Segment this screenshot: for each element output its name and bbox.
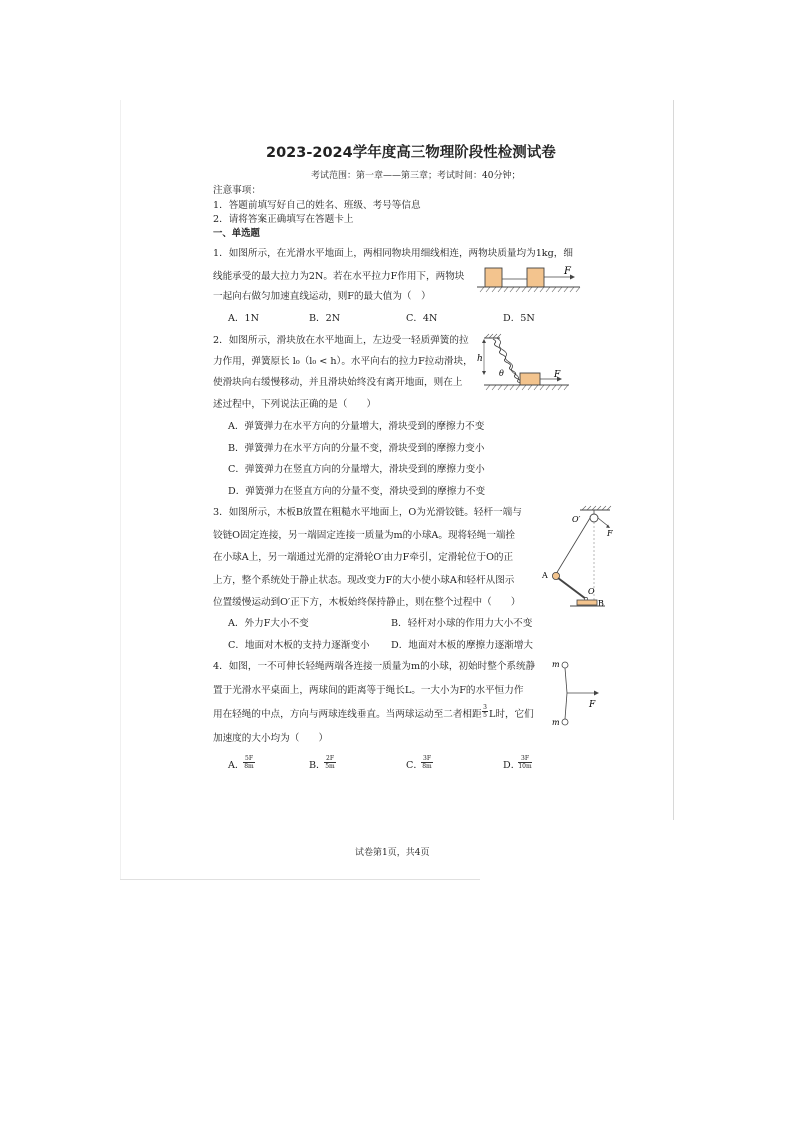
q4-option-a-fraction: $\frac{5F}{8m}$ <box>244 755 254 770</box>
q3-force-label: F <box>607 529 613 538</box>
q4-figure <box>552 655 612 730</box>
q4-mass-label-bottom: m <box>552 718 560 727</box>
page-footer: 试卷第1页，共4页 <box>355 848 430 858</box>
q2-option-b: B．弹簧弹力在水平方向的分量不变，滑块受到的摩擦力变小 <box>228 443 485 454</box>
q1-option-a: A．1N <box>228 313 260 324</box>
q3-pulley-label: O′ <box>572 515 581 524</box>
q4-line: 用在轻绳的中点，方向与两球连线垂直。当两球运动至二者相距 <box>213 709 482 720</box>
q4-option-c-letter: C． <box>406 760 423 771</box>
q4-option-b-fraction: $\frac{2F}{5m}$ <box>325 755 335 770</box>
q4-line: L时，它们 <box>489 709 534 720</box>
q4-force-label: F <box>589 700 596 710</box>
paper-edge-right <box>673 100 674 820</box>
q3-hinge-label: O <box>588 587 595 596</box>
q3-line: 上方，整个系统处于静止状态。现改变力F的大小使小球A和轻杆从图示 <box>213 575 515 586</box>
q2-line: 使滑块向右缓慢移动，并且滑块始终没有离开地面，则在上 <box>213 377 463 388</box>
q3-line: 在小球A上，另一端通过光滑的定滑轮O′由力F牵引，定滑轮位于O的正 <box>213 552 514 563</box>
q3-option-d: D．地面对木板的摩擦力逐渐增大 <box>391 640 534 651</box>
notes-heading: 注意事项： <box>213 185 261 196</box>
q3-line: 铰链O固定连接，另一端固定连接一质量为m的小球A。现将轻绳一端拴 <box>213 530 516 541</box>
q3-line: 位置缓慢运动到O′正下方，木板始终保持静止，则在整个过程中（ ） <box>213 597 521 608</box>
q2-force-label: F <box>554 370 561 380</box>
q4-line: 4．如图，一不可伸长轻绳两端各连接一质量为m的小球，初始时整个系统静 <box>213 661 536 672</box>
paper-edge-bottom <box>120 879 480 880</box>
q2-figure <box>474 332 574 407</box>
note-item: 1．答题前填写好自己的姓名、班级、考号等信息 <box>213 200 421 211</box>
q4-option-a-letter: A． <box>228 760 245 771</box>
q1-option-b: B．2N <box>309 313 341 324</box>
q3-board-label: B <box>598 599 604 608</box>
q4-line: 置于光滑水平桌面上，两球间的距离等于绳长L。一大小为F的水平恒力作 <box>213 685 524 696</box>
q2-option-a: A．弹簧弹力在水平方向的分量增大，滑块受到的摩擦力不变 <box>228 421 485 432</box>
q1-line: 线能承受的最大拉力为2N。若在水平拉力F作用下，两物块 <box>213 271 465 282</box>
q2-option-d: D．弹簧弹力在竖直方向的分量不变，滑块受到的摩擦力不变 <box>228 486 486 497</box>
q1-option-c: C．4N <box>406 313 438 324</box>
q1-force-label: F <box>564 266 571 277</box>
section-heading: 一、单选题 <box>213 228 260 239</box>
q3-ball-label: A <box>542 571 548 580</box>
note-item: 2．请将答案正确填写在答题卡上 <box>213 214 354 225</box>
q2-line: 力作用，弹簧原长 l₀（l₀ < h）。水平向右的拉力F拉动滑块， <box>213 356 473 367</box>
q3-option-b: B．轻杆对小球的作用力大小不变 <box>391 618 533 629</box>
q3-line: 3．如图所示，木板B放置在粗糙水平地面上，O为光滑铰链。轻杆一端与 <box>213 507 522 518</box>
q1-option-d: D．5N <box>503 313 535 324</box>
q3-figure <box>540 500 618 612</box>
q2-line: 述过程中，下列说法正确的是（ ） <box>213 399 377 410</box>
q4-distance-fraction: $\frac{3}{5}$ <box>483 704 487 719</box>
q1-figure <box>475 262 585 298</box>
exam-info: 考试范围：第一章——第三章；考试时间：40分钟； <box>311 171 521 181</box>
q4-line: 加速度的大小均为（ ） <box>213 733 329 744</box>
q4-option-d-letter: D． <box>503 760 521 771</box>
q4-mass-label-top: m <box>552 660 560 669</box>
q2-line: 2．如图所示，滑块放在水平地面上，左边受一轻质弹簧的拉 <box>213 335 469 346</box>
q3-option-a: A．外力F大小不变 <box>228 618 309 629</box>
paper-edge-left <box>120 100 121 880</box>
q4-option-b-letter: B． <box>309 760 326 771</box>
exam-title: 2023-2024学年度高三物理阶段性检测试卷 <box>266 145 556 161</box>
q4-option-c-fraction: $\frac{3F}{8m}$ <box>422 755 432 770</box>
q2-height-label: h <box>477 354 483 364</box>
q4-option-d-fraction: $\frac{3F}{10m}$ <box>518 755 532 770</box>
q1-line: 一起向右做匀加速直线运动，则F的最大值为（ ） <box>213 291 431 302</box>
q1-line: 1．如图所示，在光滑水平地面上，两相同物块用细线相连，两物块质量均为1kg，细 <box>213 248 573 259</box>
q2-option-c: C．弹簧弹力在竖直方向的分量增大，滑块受到的摩擦力变小 <box>228 464 485 475</box>
q2-angle-label: θ <box>499 369 504 378</box>
q3-option-c: C．地面对木板的支持力逐渐变小 <box>228 640 370 651</box>
